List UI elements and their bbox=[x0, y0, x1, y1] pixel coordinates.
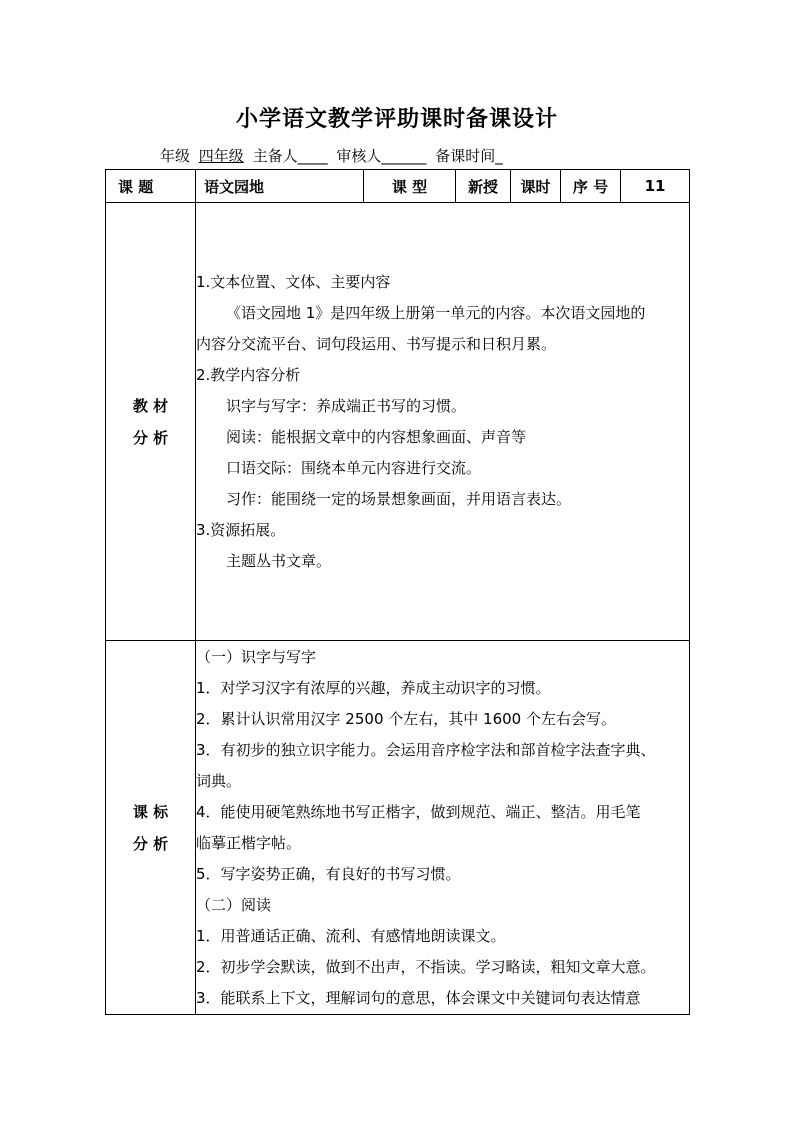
header-row bbox=[106, 170, 690, 203]
curriculum-analysis-label bbox=[106, 641, 196, 1015]
curriculum-line: （一）识字与写字 bbox=[196, 647, 317, 666]
material-analysis-label bbox=[106, 203, 196, 641]
curriculum-line: 词典。 bbox=[196, 771, 242, 790]
type-value: 新授 bbox=[456, 170, 511, 203]
curriculum-line: （二）阅读 bbox=[196, 895, 272, 914]
material-line: 2.教学内容分析 bbox=[196, 365, 301, 384]
material-line: 《语文园地 1》是四年级上册第一单元的内容。本次语文园地的 bbox=[226, 303, 646, 322]
material-line: 1.文本位置、文体、主要内容 bbox=[196, 272, 391, 291]
material-analysis-row bbox=[106, 203, 690, 641]
curriculum-line: 临摹正楷字帖。 bbox=[196, 833, 302, 852]
material-line: 主题丛书文章。 bbox=[226, 551, 332, 570]
material-analysis-content bbox=[196, 203, 690, 641]
curriculum-line: 1．用普通话正确、流利、有感情地朗读课文。 bbox=[196, 926, 506, 945]
seq-value: 11 bbox=[621, 170, 690, 203]
topic-label: 课 题 bbox=[106, 170, 196, 203]
curriculum-analysis-row bbox=[106, 641, 690, 1015]
curriculum-line: 1．对学习汉字有浓厚的兴趣，养成主动识字的习惯。 bbox=[196, 678, 551, 697]
type-label: 课 型 bbox=[364, 170, 456, 203]
curriculum-label-line1: 课 标 bbox=[132, 802, 169, 821]
curriculum-label-line2: 分 析 bbox=[132, 834, 169, 853]
meta-line bbox=[160, 145, 507, 166]
material-line: 识字与写字：养成端正书写的习惯。 bbox=[226, 396, 467, 415]
prep-time-label: 备课时间_ bbox=[435, 147, 503, 165]
reviewer-label: 审核人______ bbox=[336, 147, 427, 165]
curriculum-line: 3．有初步的独立识字能力。会运用音序检字法和部首检字法查字典、 bbox=[196, 740, 656, 759]
material-label-line2: 分 析 bbox=[132, 428, 169, 447]
grade-label: 年级 bbox=[160, 147, 191, 165]
page-title: 小学语文教学评助课时备课设计 bbox=[235, 106, 558, 132]
grade-value: 四年级 bbox=[198, 147, 244, 165]
preparer-label: 主备人____ bbox=[252, 147, 328, 165]
material-line: 内容分交流平台、词句段运用、书写提示和日积月累。 bbox=[196, 334, 557, 353]
material-line: 习作：能围绕一定的场景想象画面，并用语言表达。 bbox=[226, 489, 572, 508]
hours-label: 课时 bbox=[511, 170, 561, 203]
curriculum-line: 5．写字姿势正确，有良好的书写习惯。 bbox=[196, 864, 461, 883]
lesson-plan-table bbox=[105, 169, 690, 1015]
curriculum-line: 2．初步学会默读，做到不出声，不指读。学习略读，粗知文章大意。 bbox=[196, 957, 656, 976]
material-line: 3.资源拓展。 bbox=[196, 520, 286, 539]
curriculum-line: 4．能使用硬笔熟练地书写正楷字，做到规范、端正、整洁。用毛笔 bbox=[196, 802, 641, 821]
material-label-line1: 教 材 bbox=[132, 396, 169, 415]
curriculum-line: 2．累计认识常用汉字 2500 个左右，其中 1600 个左右会写。 bbox=[196, 709, 616, 728]
seq-label: 序 号 bbox=[561, 170, 621, 203]
curriculum-line: 3．能联系上下文，理解词句的意思，体会课文中关键词句表达情意 bbox=[196, 988, 641, 1007]
material-line: 阅读：能根据文章中的内容想象画面、声音等 bbox=[226, 427, 527, 446]
material-line: 口语交际：围绕本单元内容进行交流。 bbox=[226, 458, 482, 477]
topic-value: 语文园地 bbox=[196, 170, 364, 203]
curriculum-analysis-content bbox=[196, 641, 690, 1015]
